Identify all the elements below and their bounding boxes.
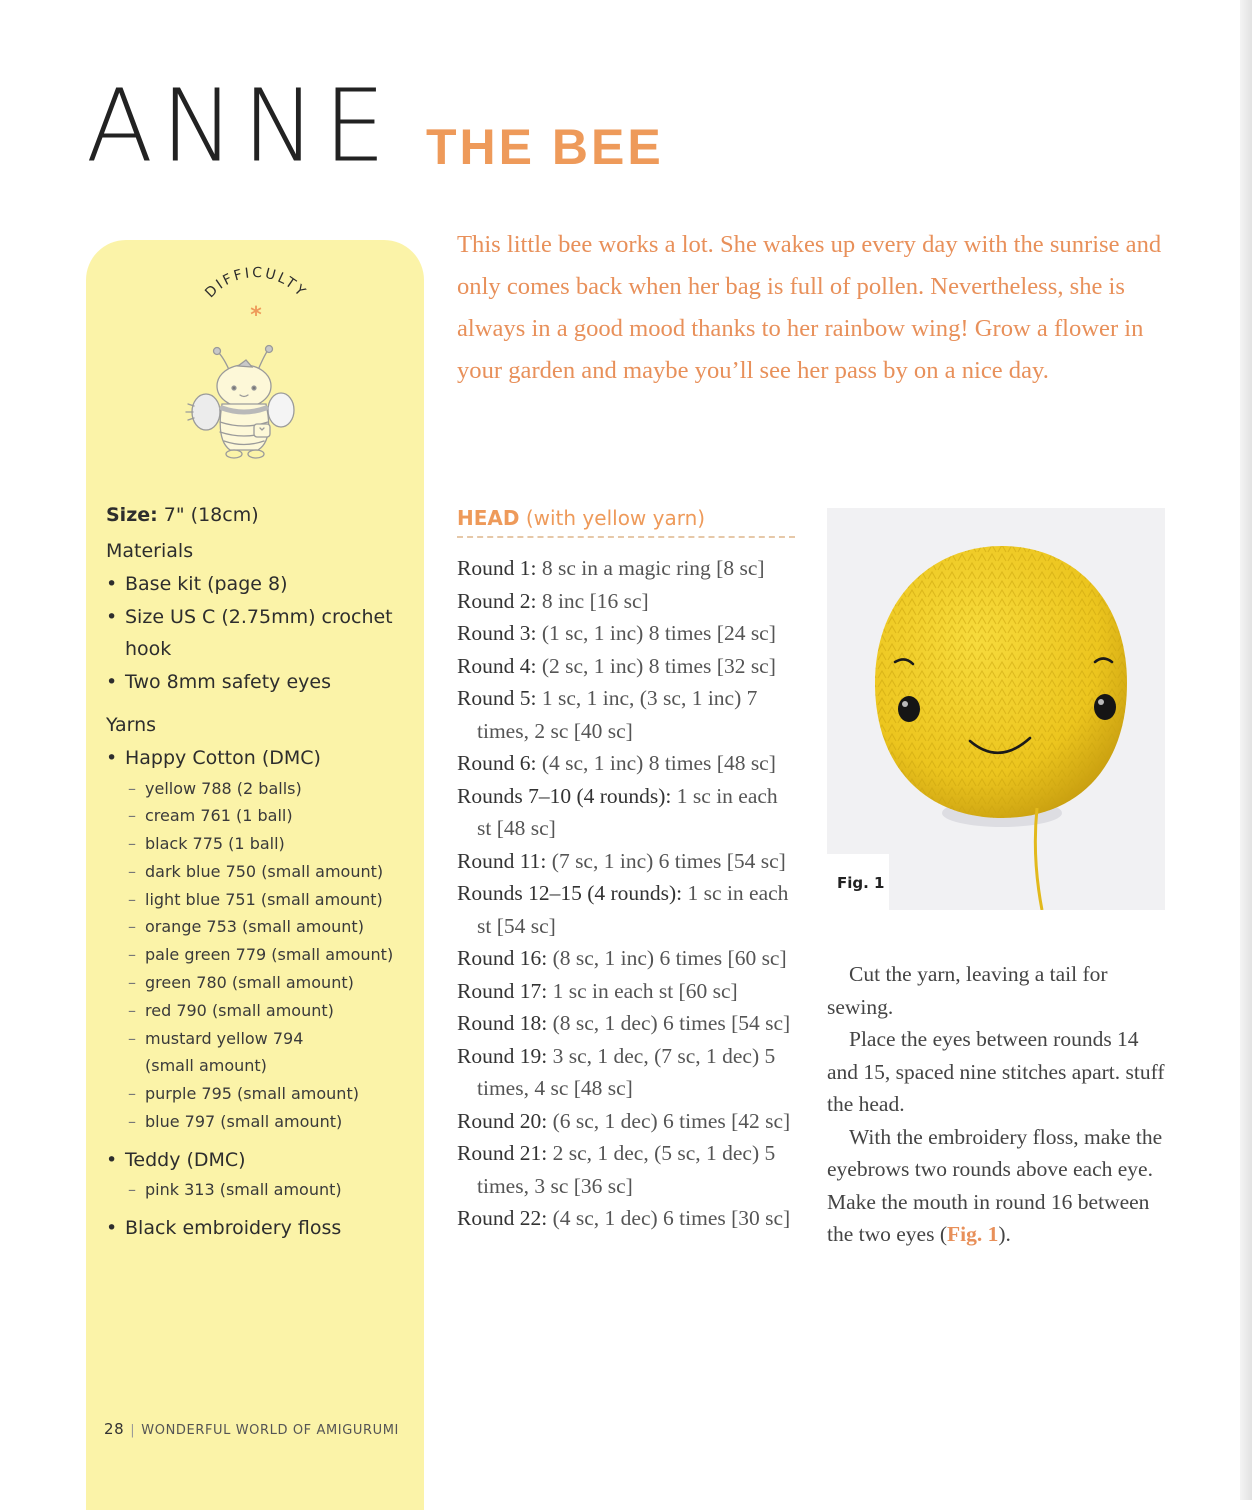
- round-row: [457, 975, 797, 1008]
- round-row: [457, 877, 797, 942]
- page-number: 28: [104, 1420, 125, 1438]
- round-label: Rounds 7–10 (4 rounds):: [457, 783, 672, 808]
- round-label: Rounds 12–15 (4 rounds):: [457, 881, 683, 905]
- list-item: • Base kit (page 8): [106, 568, 406, 601]
- list-item: – dark blue 750 (small amount): [106, 858, 406, 886]
- round-row: [457, 780, 797, 845]
- figure-label: Fig. 1: [837, 874, 885, 892]
- yarns-list: [106, 742, 406, 775]
- extras-list: [106, 1212, 406, 1245]
- size-label: Size:: [106, 504, 158, 526]
- round-label: Round 19:: [457, 1043, 548, 1068]
- round-instruction: (8 sc, 1 inc) 6 times [60 sc]: [547, 946, 787, 970]
- difficulty-star: *: [250, 303, 262, 328]
- round-label: Round 1:: [457, 556, 537, 580]
- round-instruction: 8 sc in a magic ring [8 sc]: [536, 556, 765, 580]
- list-item: – red 790 (small amount): [106, 997, 406, 1025]
- round-row: [457, 1202, 797, 1235]
- round-instruction: 8 inc [16 sc]: [536, 588, 649, 613]
- title-name: ANNE: [86, 68, 394, 186]
- list-item: – light blue 751 (small amount): [106, 886, 406, 914]
- section-heading-bold: HEAD: [457, 506, 520, 530]
- list-item: – blue 797 (small amount): [106, 1108, 406, 1136]
- round-label: Round 16:: [457, 946, 548, 970]
- round-row: [457, 552, 797, 585]
- page-footer: [104, 1420, 399, 1438]
- list-item: – mustard yellow 794 (small amount): [106, 1025, 345, 1081]
- list-item: – black 775 (1 ball): [106, 830, 406, 858]
- list-item: • Size US C (2.75mm) crochet hook: [106, 601, 406, 666]
- round-label: Round 21:: [457, 1141, 548, 1165]
- sidebar-content: [106, 504, 406, 1245]
- round-instruction: 2 sc, 1 dec, (5 sc, 1 dec) 5 times, 3 sc [36 sc]: [477, 1141, 776, 1198]
- list-item: – orange 753 (small amount): [106, 913, 406, 941]
- list-item: – pale green 779 (small amount): [106, 941, 406, 969]
- book-title: WONDERFUL WORLD OF AMIGURUMI: [141, 1423, 399, 1438]
- round-row: [457, 1040, 797, 1105]
- round-label: Round 20:: [457, 1108, 548, 1133]
- instruction-text: With the embroidery floss, make the eyebrows two rounds above each eye. Make the mouth in round 16 between the two eyes (: [827, 1124, 1163, 1246]
- list-item: • Two 8mm safety eyes: [106, 666, 406, 699]
- round-row: [457, 1007, 797, 1040]
- figure-photo: [827, 508, 1165, 910]
- intro-paragraph: This little bee works a lot. She wakes up every day with the sunrise and only comes back when her bag is full of pollen. Nevertheless, she is always in a good mood thanks to her rainbow wing! Grow a flower in your garden and maybe you’ll see her pass by on a nice day.: [457, 231, 1162, 384]
- round-row: [457, 682, 797, 747]
- list-item: • Happy Cotton (DMC): [106, 742, 406, 775]
- round-label: Round 6:: [457, 751, 537, 775]
- round-instruction: 3 sc, 1 dec, (7 sc, 1 dec) 5 times, 4 sc [48 sc]: [477, 1043, 776, 1100]
- round-row: [457, 1137, 797, 1202]
- round-row: [457, 942, 797, 975]
- list-item: – purple 795 (small amount): [106, 1080, 406, 1108]
- yarns-list-2: [106, 1144, 406, 1177]
- yarn-colors-list-2: [106, 1176, 406, 1204]
- rounds-list: [457, 552, 797, 1235]
- round-label: Round 17:: [457, 978, 548, 1003]
- round-row: [457, 845, 797, 878]
- round-label: Round 11:: [457, 848, 547, 873]
- instructions: [827, 958, 1167, 1251]
- round-label: Round 3:: [457, 621, 537, 645]
- round-instruction: (4 sc, 1 dec) 6 times [30 sc]: [547, 1206, 791, 1230]
- instruction-paragraph: Cut the yarn, leaving a tail for sewing.: [827, 962, 1108, 1019]
- materials-heading: Materials: [106, 540, 194, 562]
- round-instruction: (8 sc, 1 dec) 6 times [54 sc]: [547, 1011, 791, 1035]
- list-item: • Black embroidery floss: [106, 1212, 406, 1245]
- round-row: [457, 585, 797, 618]
- title-subtitle: THE BEE: [426, 119, 664, 175]
- round-instruction: (6 sc, 1 dec) 6 times [42 sc]: [547, 1108, 791, 1133]
- difficulty-badge: [186, 258, 326, 328]
- yarn-colors-list: [106, 775, 406, 1136]
- round-row: [457, 617, 797, 650]
- difficulty-label: DIFFICULTY: [202, 264, 310, 302]
- section-heading-rest: (with yellow yarn): [519, 506, 706, 530]
- round-label: Round 5:: [457, 686, 537, 710]
- section-heading-head: [457, 506, 795, 538]
- round-label: Round 4:: [457, 653, 537, 678]
- round-instruction: (2 sc, 1 inc) 8 times [32 sc]: [536, 653, 776, 678]
- bee-illustration-icon: [182, 340, 312, 470]
- list-item: • Teddy (DMC): [106, 1144, 406, 1177]
- yarns-heading: Yarns: [106, 714, 157, 736]
- round-instruction: 1 sc in each st [54 sc]: [477, 881, 789, 938]
- crochet-head-photo-icon: [827, 508, 1165, 910]
- list-item: – green 780 (small amount): [106, 969, 406, 997]
- list-item: – cream 761 (1 ball): [106, 802, 406, 830]
- list-item: – yellow 788 (2 balls): [106, 775, 406, 803]
- instruction-paragraph: Place the eyes between rounds 14 and 15, spaced nine stitches apart. stuff the head.: [827, 1027, 1165, 1116]
- list-item: – pink 313 (small amount): [106, 1176, 406, 1204]
- figure-label-box: [827, 854, 889, 910]
- round-label: Round 2:: [457, 588, 537, 613]
- round-instruction: 1 sc, 1 inc, (3 sc, 1 inc) 7 times, 2 sc [40 sc]: [477, 686, 758, 743]
- figure-reference-link[interactable]: Fig. 1: [947, 1222, 999, 1246]
- round-instruction: 1 sc in each st [60 sc]: [547, 978, 738, 1003]
- instruction-paragraph: [827, 1121, 1167, 1251]
- round-row: [457, 1105, 797, 1138]
- materials-list: [106, 568, 406, 698]
- round-label: Round 22:: [457, 1206, 548, 1230]
- round-instruction: (4 sc, 1 inc) 8 times [48 sc]: [536, 751, 776, 775]
- size-value: 7" (18cm): [163, 504, 259, 526]
- round-instruction: (7 sc, 1 inc) 6 times [54 sc]: [546, 848, 786, 873]
- round-row: [457, 747, 797, 780]
- round-instruction: 1 sc in each st [48 sc]: [477, 783, 778, 840]
- size-line: [106, 504, 406, 526]
- instruction-text: ).: [998, 1222, 1011, 1246]
- footer-divider: |: [130, 1423, 136, 1438]
- round-row: [457, 650, 797, 683]
- round-label: Round 18:: [457, 1011, 548, 1035]
- round-instruction: (1 sc, 1 inc) 8 times [24 sc]: [536, 621, 776, 645]
- page-edge: [1240, 0, 1252, 1500]
